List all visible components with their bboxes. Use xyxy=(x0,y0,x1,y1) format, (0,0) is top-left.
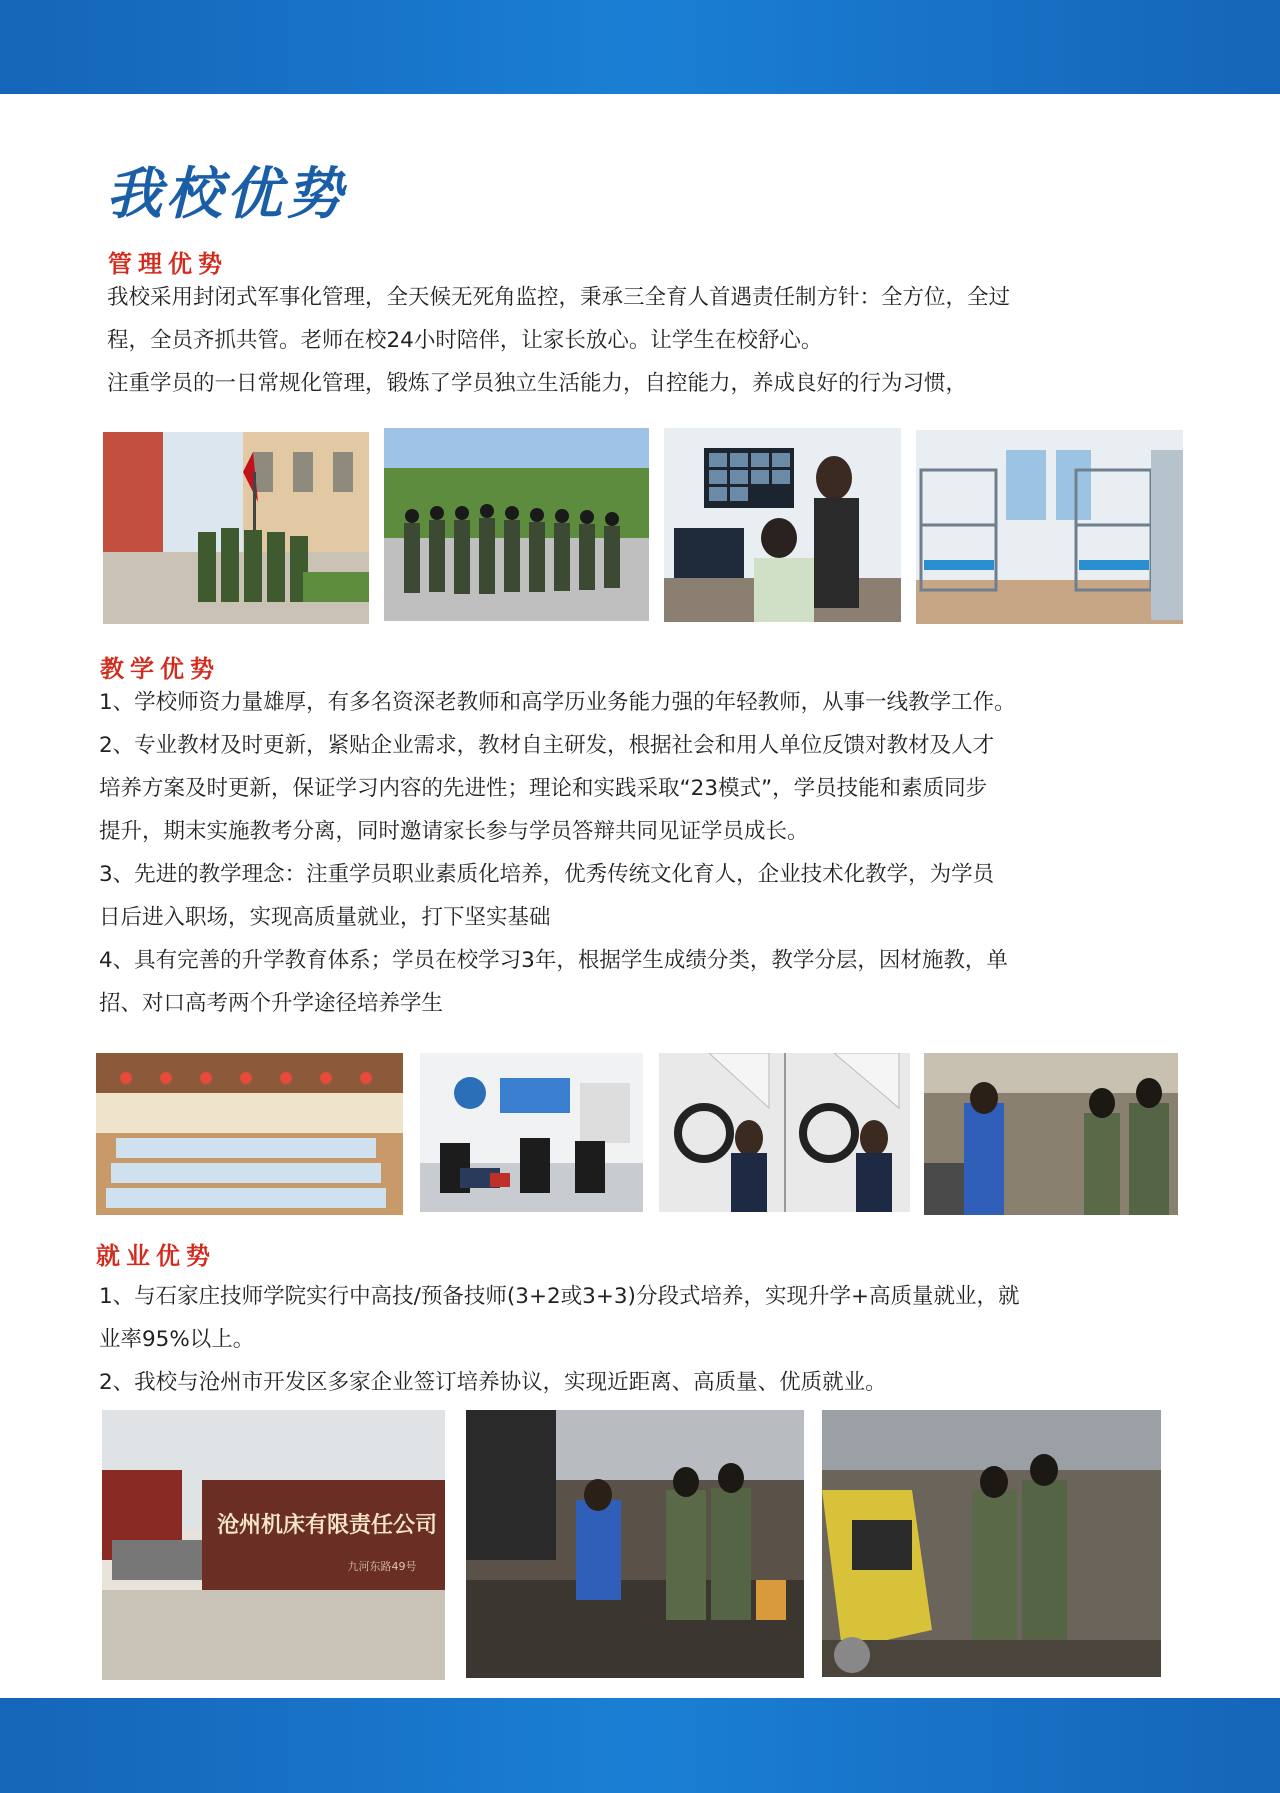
text-line: 2、我校与沧州市开发区多家企业签订培养协议，实现近距离、高质量、优质就业。 xyxy=(99,1370,887,1395)
management-heading: 管理优势 xyxy=(108,249,228,278)
company-sign: 沧州机床有限责任公司 xyxy=(216,1513,438,1538)
company-gate-photo xyxy=(102,1410,445,1680)
text-line: 我校采用封闭式军事化管理，全天候无死角监控，秉承三全育人首遇责任制方针：全方位，全过 xyxy=(107,285,1011,310)
management-text xyxy=(107,276,1197,405)
text-line: 3、先进的教学理念：注重学员职业素质化培养，优秀传统文化育人，企业技术化教学，为学员 xyxy=(99,862,995,887)
students-drill-photo xyxy=(384,428,649,621)
teaching-text xyxy=(99,681,1199,1025)
top-banner xyxy=(0,0,1280,94)
page-title: 我校优势 xyxy=(106,162,346,227)
factory-training-photo xyxy=(466,1410,804,1678)
text-line: 注重学员的一日常规化管理，锻炼了学员独立生活能力，自控能力，养成良好的行为习惯， xyxy=(107,371,968,396)
culture-class-photo xyxy=(96,1053,403,1215)
text-line: 2、专业教材及时更新，紧贴企业需求，教材自主研发，根据社会和用人单位反馈对教材及人才 xyxy=(99,733,995,758)
flag-guard-photo xyxy=(103,432,369,624)
monitoring-room-photo xyxy=(664,428,901,622)
text-line: 业率95%以上。 xyxy=(99,1327,255,1352)
text-line: 日后进入职场，实现高质量就业，打下坚实基础 xyxy=(99,905,551,930)
text-line: 1、与石家庄技师学院实行中高技/预备技师(3+2或3+3)分段式培养，实现升学+高质量就业，就 xyxy=(99,1284,1020,1309)
teaching-heading: 教学优势 xyxy=(100,654,220,683)
text-line: 提升，期末实施教考分离，同时邀请家长参与学员答辩共同见证学员成长。 xyxy=(99,819,809,844)
text-line: 程，全员齐抓共管。老师在校24小时陪伴，让家长放心。让学生在校舒心。 xyxy=(107,328,823,353)
computer-class-photo xyxy=(420,1053,643,1212)
employment-text xyxy=(99,1275,1199,1404)
text-line: 招、对口高考两个升学途径培养学生 xyxy=(99,991,444,1016)
livestream-photo xyxy=(659,1053,910,1212)
text-line: 4、具有完善的升学教育体系；学员在校学习3年，根据学生成绩分类，教学分层，因材施教，单 xyxy=(99,948,1008,973)
employment-heading: 就业优势 xyxy=(96,1241,216,1270)
workshop-teaching-photo xyxy=(924,1053,1178,1215)
text-line: 培养方案及时更新，保证学习内容的先进性；理论和实践采取“23模式”，学员技能和素质同步 xyxy=(99,776,988,801)
bottom-banner xyxy=(0,1698,1280,1793)
machine-operation-photo xyxy=(822,1410,1161,1677)
sign-address: 九河东路49号 xyxy=(347,1560,417,1573)
text-line: 1、学校师资力量雄厚，有多名资深老教师和高学历业务能力强的年轻教师，从事一线教学工作。 xyxy=(99,690,1016,715)
dormitory-photo xyxy=(916,430,1183,624)
